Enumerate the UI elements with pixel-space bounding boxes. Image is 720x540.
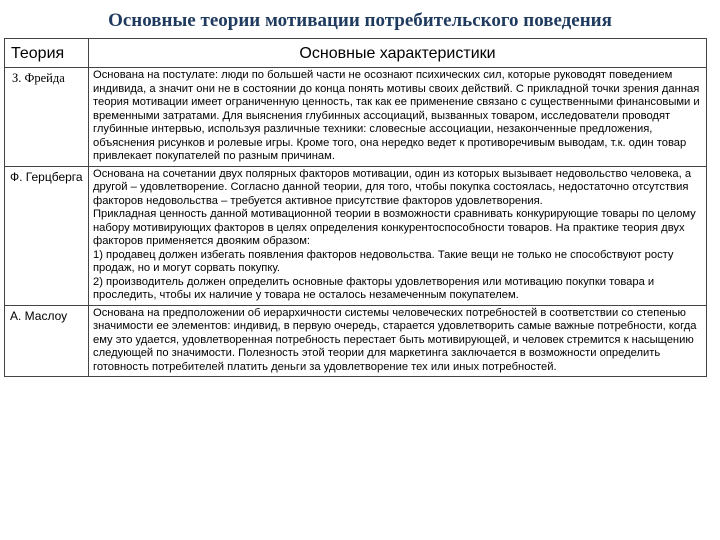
theory-name-maslow: А. Маслоу (5, 305, 89, 377)
description-paragraph: 2) производитель должен определить основные факторы удовлетворения или мотивацию покупки товара и проследить, чтобы их наличие у товара не осталось незамеченным покупателем. (93, 275, 655, 301)
column-header-theory: Теория (5, 39, 89, 68)
description-paragraph: Прикладная ценность данной мотивационной теории в возможности сравнивать конкурирующие товары по целому набору мотивирующих факторов в целях определения конкурентоспособности товаров. На практике теория двух факторов применяется двояким образом: (93, 208, 696, 247)
theory-name-freud: З. Фрейда (5, 68, 89, 167)
table-header-row (5, 39, 707, 68)
theory-description-herzberg (89, 166, 707, 305)
theory-name-herzberg: Ф. Герцберга (5, 166, 89, 305)
table-row-herzberg (5, 166, 707, 305)
table-row-maslow (5, 305, 707, 377)
theories-table (4, 38, 707, 377)
description-paragraph: Основана на предположении об иерархичности системы человеческих потребностей в соответствии со степенью значимости ее элементов: индивид, в первую очередь, старается удовлетворить самые важные потребности, когда ему это удается, удовлетворенная потребность перестает быть мотивирующей, и человек стремится к насыщению следующей по значимости. Полезность этой теории для маркетинга заключается в возможности определить готовность потребителей платить деньги за удовлетворение тех или иных потребностей. (93, 306, 697, 373)
theory-description-maslow (89, 305, 707, 377)
description-paragraph: Основана на сочетании двух полярных факторов мотивации, один из которых вызывает недовольство человека, а другой – удовлетворение. Согласно данной теории, для того, чтобы покупка состоялась, недостаточно отсутствия факторов недовольства – требуется активное присутствие факторов удовлетворения. (93, 167, 692, 207)
description-paragraph: Основана на постулате: люди по большей части не осознают психических сил, которые руководят поведением индивида, а значит они не в состоянии до конца понять мотивы своих действий. С прикладной точки зрения данная теория мотивации имеет ограниченную ценность, так как ее применение связано с существенными финансовыми и временными затратами. Для выяснения глубинных ассоциаций, вызванных товаром, исследователи проводят глубинные интервью, используя различные техники: словесные ассоциации, незаконченные предложения, объяснения рисунков и ролевые игры. Кроме того, она нередко ведет к противоречивым выводам, т.к. один товар привлекает покупателей по разным причинам. (93, 69, 700, 162)
table-row-freud (5, 68, 707, 167)
description-paragraph: 1) продавец должен избегать появления факторов недовольства. Такие вещи не только не способствуют росту продаж, но и могут сорвать покупку. (93, 248, 674, 274)
page-title: Основные теории мотивации потребительского поведения (108, 10, 612, 31)
column-header-characteristics: Основные характеристики (89, 39, 707, 68)
theory-description-freud (89, 68, 707, 167)
